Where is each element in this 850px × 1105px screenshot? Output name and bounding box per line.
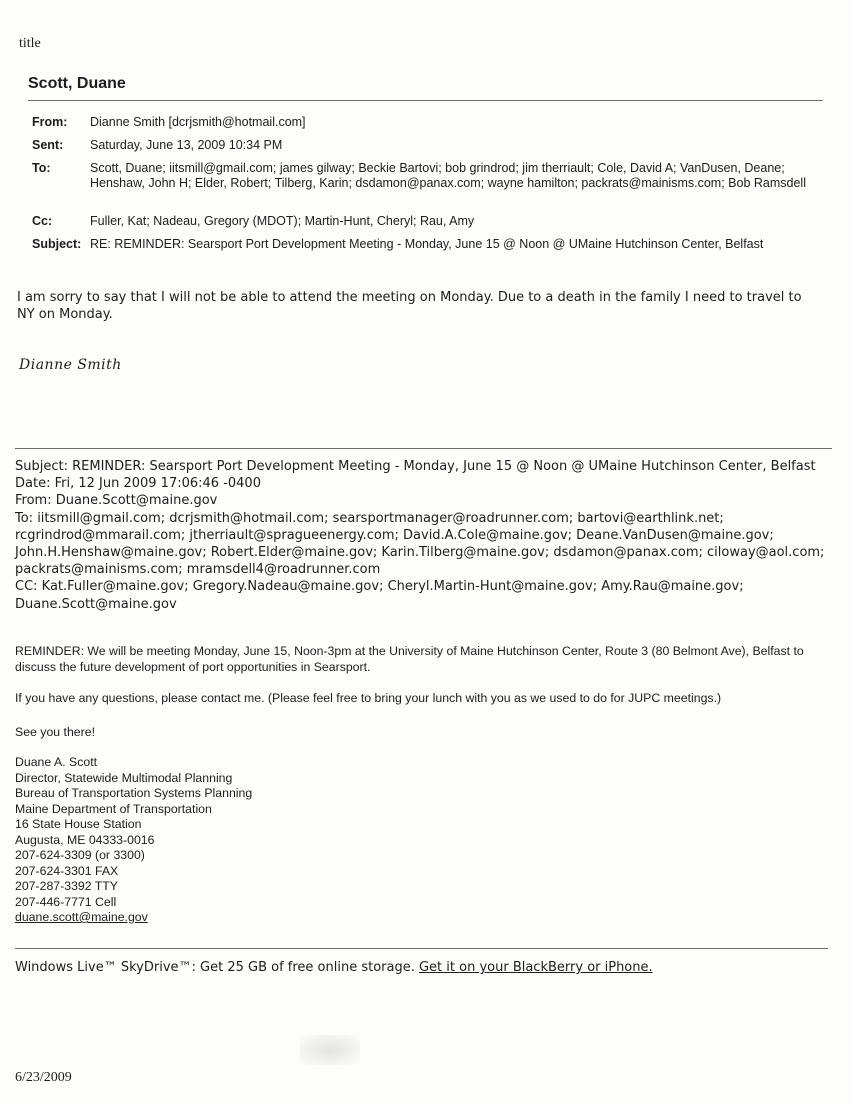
reminder-paragraph: REMINDER: We will be meeting Monday, June 15, Noon-3pm at the University of Maine Hutchinson Center, Route 3 (80 Belmont Ave), Belfast to discuss the future development of port opportunities in Searsport. — [15, 644, 804, 674]
header-label: To: — [32, 161, 51, 175]
scan-smudge — [300, 1035, 360, 1065]
forwarded-headers — [15, 458, 830, 613]
closing-line: See you there! — [15, 725, 95, 739]
signature-line: 207-287-3392 TTY — [15, 879, 118, 893]
header-value: Fuller, Kat; Nadeau, Gregory (MDOT); Martin-Hunt, Cheryl; Rau, Amy — [90, 214, 475, 228]
footer-divider — [15, 948, 828, 949]
reply-body: I am sorry to say that I will not be able to attend the meeting on Monday. Due to a death in the family I need to travel to NY on Monday. — [17, 290, 802, 322]
header-label: Sent: — [32, 138, 64, 152]
signature-email-link[interactable]: duane.scott@maine.gov — [15, 910, 148, 924]
forwarded-subject: Subject: REMINDER: Searsport Port Development Meeting - Monday, June 15 @ Noon @ UMaine Hutchinson Center, Belfast — [15, 459, 816, 474]
footer-link[interactable]: Get it on your BlackBerry or iPhone. — [418, 960, 653, 975]
header-label: Cc: — [32, 214, 53, 228]
header-value: Dianne Smith [dcrjsmith@hotmail.com] — [90, 115, 306, 129]
header-label: Subject: — [32, 237, 82, 251]
print-date: 6/23/2009 — [15, 1070, 72, 1085]
footer — [15, 960, 653, 975]
forwarded-to: To: iitsmill@gmail.com; dcrjsmith@hotmail.com; searsportmanager@roadrunner.com; bartovi@earthlink.net; rcgrindrod@mmarail.com; jtherriault@spragueenergy.com; David.A.Cole@maine.gov; Deane.VanDusen@maine.gov; John.H.Henshaw@maine.gov; Robert.Elder@maine.gov; Karin.Tilberg@maine.gov; dsdamon@panax.com; ciloway@aol.com; packrats@mainisms.com; mramsdell4@roadrunner.com — [15, 510, 829, 578]
signature-line: 207-624-3301 FAX — [15, 863, 119, 878]
signature-line: 207-446-7771 Cell — [15, 894, 117, 909]
forwarded-cc: CC: Kat.Fuller@maine.gov; Gregory.Nadeau@maine.gov; Cheryl.Martin-Hunt@maine.gov; Amy.Rau@maine.gov; Duane.Scott@maine.gov — [15, 579, 748, 612]
signature-line: Bureau of Transportation Systems Planning — [15, 786, 253, 800]
header-value: RE: REMINDER: Searsport Port Development Meeting - Monday, June 15 @ Noon @ UMaine Hutchinson Center, Belfast — [90, 237, 764, 251]
signature-line: 207-624-3309 (or 3300) — [15, 848, 145, 862]
forwarded-date: Date: Fri, 12 Jun 2009 17:06:46 -0400 — [15, 476, 261, 492]
header-value: Saturday, June 13, 2009 10:34 PM — [90, 138, 283, 152]
signature-line: Maine Department of Transportation — [15, 801, 212, 816]
header-label: From: — [32, 115, 68, 129]
signature-line: Duane A. Scott — [15, 755, 98, 769]
signature-line: 16 State House Station — [15, 817, 142, 831]
forward-divider — [15, 448, 832, 449]
questions-paragraph: If you have any questions, please contact me. (Please feel free to bring your lunch with you as we used to do for JUPC meetings.) — [15, 691, 722, 705]
header-value: Scott, Duane; iitsmill@gmail.com; james gilway; Beckie Bartovi; bob grindrod; jim therriault; Cole, David A; VanDusen, Deane; Henshaw, John H; Elder, Robert; Tilberg, Karin; dsdamon@panax.com; wayne hamilton; packrats@mainisms.com; Bob Ramsdell — [90, 161, 806, 190]
signature-block — [15, 755, 252, 926]
signature-line: Director, Statewide Multimodal Planning — [15, 770, 233, 785]
page-title: title — [19, 36, 41, 51]
reply-signature: Dianne Smith — [19, 357, 122, 373]
footer-text: Windows Live™ SkyDrive™: Get 25 GB of free online storage. — [15, 960, 419, 975]
signature-line: Augusta, ME 04333-0016 — [15, 832, 155, 847]
forwarded-from: From: Duane.Scott@maine.gov — [15, 493, 218, 509]
header-divider — [28, 100, 823, 101]
sender-name: Scott, Duane — [28, 75, 126, 92]
